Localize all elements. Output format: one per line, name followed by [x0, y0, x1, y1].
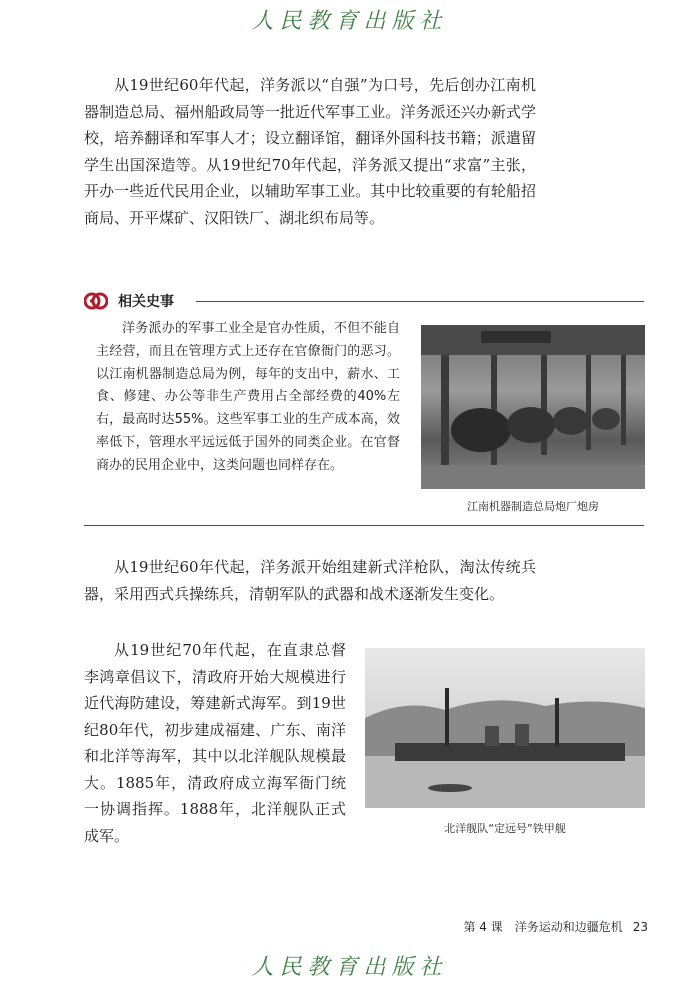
section-divider: [196, 301, 644, 302]
battleship-photo-caption: 北洋舰队“定远号”铁甲舰: [444, 822, 566, 835]
arsenal-workshop-photo: [421, 325, 645, 489]
page-number: 23: [632, 920, 648, 934]
paragraph-navy: 从19世纪70年代起，在直隶总督李鸿章倡议下，清政府开始大规模进行近代海防建设，筹建新式海军。到19世纪80年代，初步建成福建、广东、南洋和北洋等海军，其中以北洋舰队规模最大。1885年，清政府成立海军衙门统一协调指挥。1888年，北洋舰队正式成军。: [84, 641, 346, 845]
dingyuan-battleship-photo: [365, 648, 645, 808]
related-history-title: 相关史事: [118, 294, 174, 310]
paragraph-self-strengthening: 从19世纪60年代起，洋务派以“自强”为口号，先后创办江南机器制造总局、福州船政局等一批近代军事工业。洋务派还兴办新式学校，培养翻译和军事人才；设立翻译馆，翻译外国科技书籍；派遣留学生出国深造等。从19世纪70年代起，洋务派又提出“求富”主张，开办一些近代民用企业，以辅助军事工业。其中比较重要的有轮船招商局、开平煤矿、汉阳铁厂、湖北织布局等。: [84, 76, 536, 227]
paragraph-military-reform: 从19世纪60年代起，洋务派开始组建新式洋枪队，淘汰传统兵器，采用西式兵操练兵，清朝军队的武器和战术逐渐发生变化。: [84, 558, 536, 603]
related-history-header: [84, 290, 644, 312]
publisher-footer: 人民教育出版社: [251, 955, 448, 980]
related-history-icon: [84, 290, 108, 312]
related-history-text: 洋务派办的军事工业全是官办性质，不但不能自主经营，而且在管理方式上还存在官僚衙门的恶习。以江南机器制造总局为例，每年的支出中，薪水、工食、修建、办公等非生产费用占全部经费的40%左右，最高时达55%。这些军事工业的生产成本高，效率低下，管理水平远远低于国外的同类企业。在官督商办的民用企业中，这类问题也同样存在。: [96, 321, 400, 473]
section-bottom-divider: [84, 525, 644, 526]
page-footer: [400, 918, 648, 935]
lesson-title: 第 4 课 洋务运动和边疆危机: [463, 920, 623, 934]
arsenal-photo-caption: 江南机器制造总局炮厂炮房: [467, 500, 599, 513]
publisher-header: 人民教育出版社: [251, 9, 448, 34]
